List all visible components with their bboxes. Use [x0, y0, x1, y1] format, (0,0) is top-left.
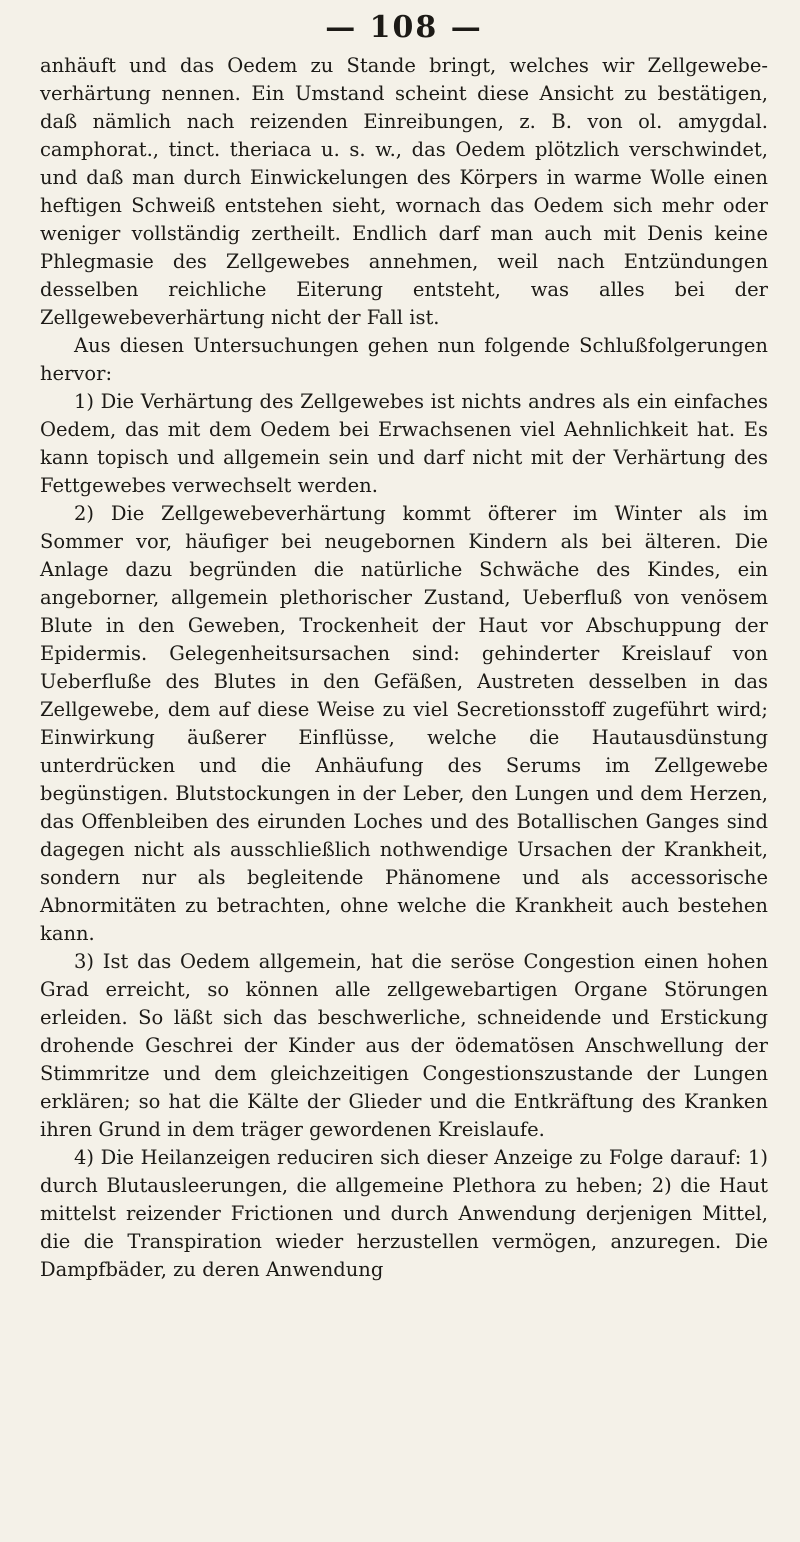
- paragraph-continuation: anhäuft und das Oedem zu Stande bringt, welches wir Zellgewebe-verhärtung nennen. Ein Umstand scheint diese Ansicht zu bestätigen, daß nämlich nach reizenden Einreibungen, z. B. von ol. amygdal. camphorat., tinct. theriaca u. s. w., das Oedem plötzlich verschwindet, und daß man durch Einwickelungen des Körpers in warme Wolle einen heftigen Schweiß entstehen sieht, wornach das Oedem sich mehr oder weniger vollständig zertheilt. Endlich darf man auch mit Denis keine Phlegmasie des Zellgewebes annehmen, weil nach Entzündungen desselben reichliche Eiterung entsteht, was alles bei der Zellgewebeverhärtung nicht der Fall ist.: [40, 54, 768, 329]
- conclusion-item-2: 2) Die Zellgewebeverhärtung kommt öfterer im Winter als im Sommer vor, häufiger bei neugebornen Kindern als bei älteren. Die Anlage dazu begründen die natürliche Schwäche des Kindes, ein angeborner, allgemein plethorischer Zustand, Ueberfluß von venösem Blute in den Geweben, Trockenheit der Haut vor Abschuppung der Epidermis. Gelegenheitsursachen sind: gehinderter Kreislauf von Ueberfluße des Blutes in den Gefäßen, Austreten desselben in das Zellgewebe, dem auf diese Weise zu viel Secretionsstoff zugeführt wird; Einwirkung äußerer Einflüsse, welche die Hautausdünstung unterdrücken und die Anhäufung des Serums im Zellgewebe begünstigen. Blutstockungen in der Leber, den Lungen und dem Herzen, das Offenbleiben des eirunden Loches und des Botallischen Ganges sind dagegen nicht als ausschließlich nothwendige Ursachen der Krankheit, sondern nur als begleitende Phänomene und als accessorische Abnormitäten zu betrachten, ohne welche die Krankheit auch bestehen kann.: [40, 502, 768, 945]
- page-number: — 108 —: [325, 10, 483, 45]
- conclusion-item-4: 4) Die Heilanzeigen reduciren sich dieser Anzeige zu Folge darauf: 1) durch Blutausleerungen, die allgemeine Plethora zu heben; 2) die Haut mittelst reizender Frictionen und durch Anwendung derjenigen Mittel, die die Transpiration wieder herzustellen vermögen, anzuregen. Die Dampfbäder, zu deren Anwendung: [40, 1146, 768, 1281]
- book-page: [40, 6, 768, 1526]
- paragraph-conclusions-intro: Aus diesen Untersuchungen gehen nun folgende Schlußfolgerungen hervor:: [40, 334, 768, 385]
- conclusion-item-1: 1) Die Verhärtung des Zellgewebes ist nichts andres als ein einfaches Oedem, das mit dem Oedem bei Erwachsenen viel Aehnlichkeit hat. Es kann topisch und allgemein sein und darf nicht mit der Verhärtung des Fettgewebes verwechselt werden.: [40, 390, 768, 497]
- conclusion-item-3: 3) Ist das Oedem allgemein, hat die seröse Congestion einen hohen Grad erreicht, so können alle zellgewebartigen Organe Störungen erleiden. So läßt sich das beschwerliche, schneidende und Erstickung drohende Geschrei der Kinder aus der ödematösen Anschwellung der Stimmritze und dem gleichzeitigen Congestionszustande der Lungen erklären; so hat die Kälte der Glieder und die Entkräftung des Kranken ihren Grund in dem träger gewordenen Kreislaufe.: [40, 950, 768, 1141]
